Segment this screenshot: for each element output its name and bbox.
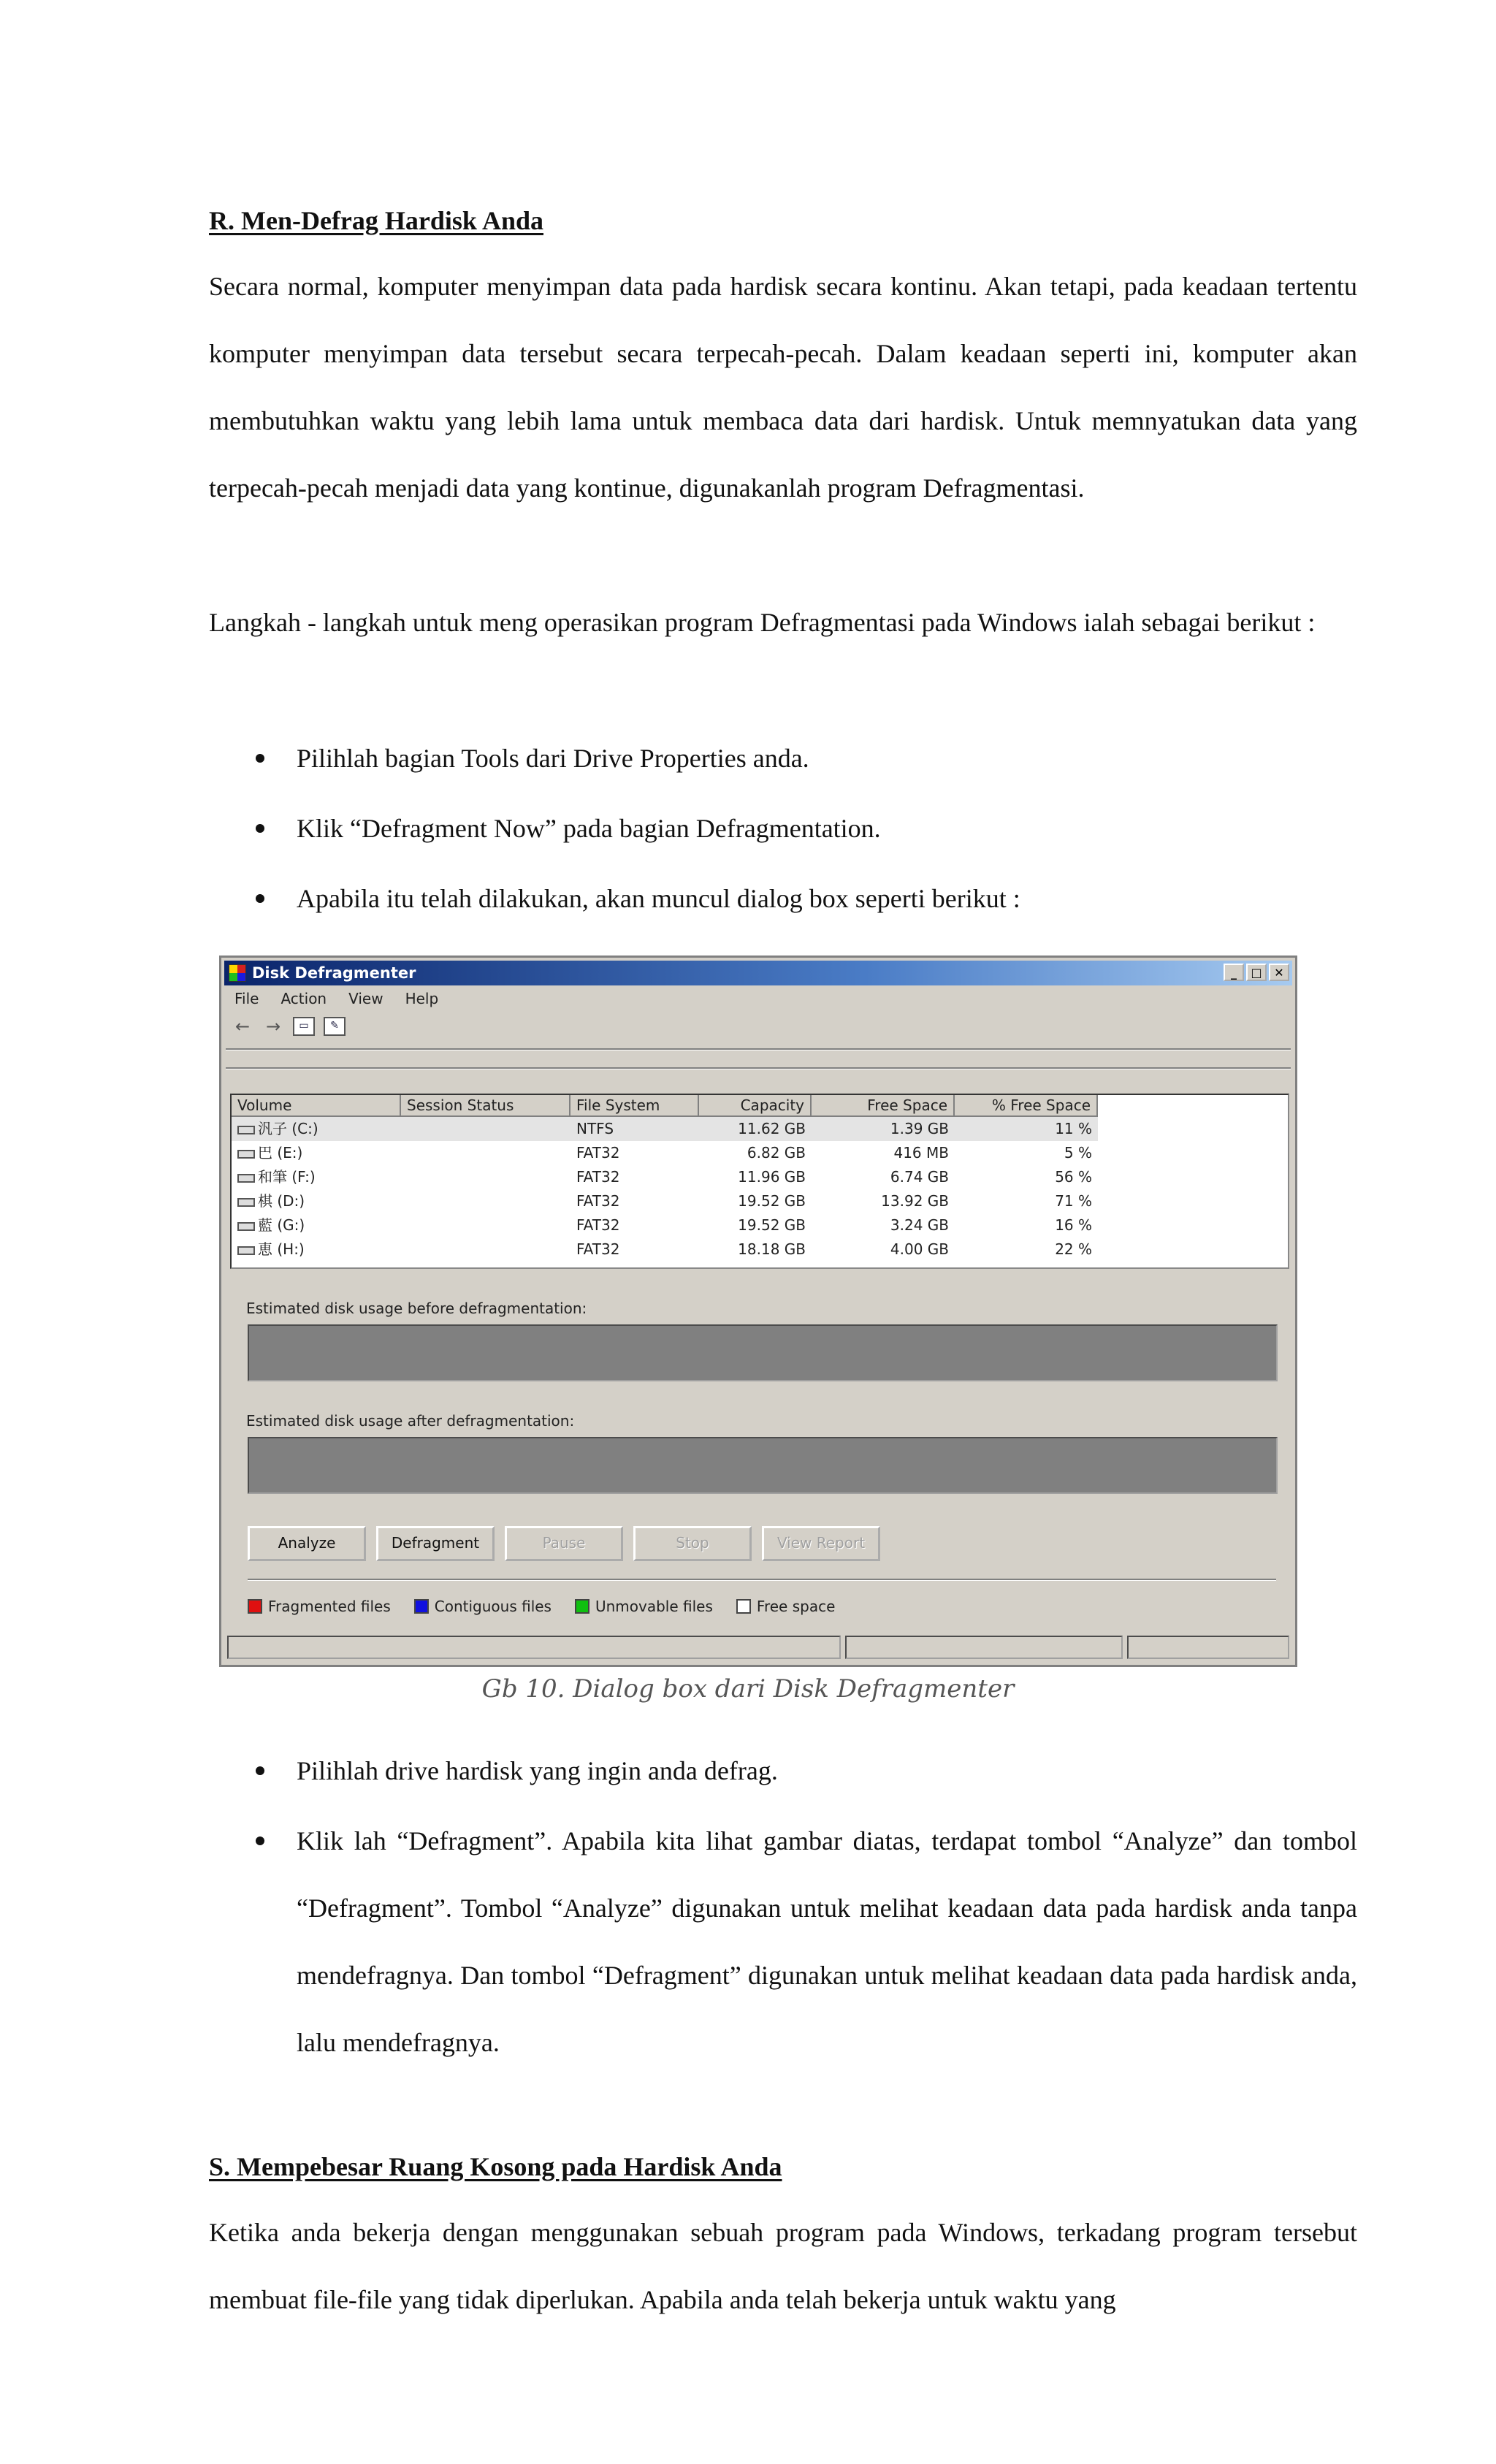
percent-free: 11 % [955,1117,1098,1141]
window-title: Disk Defragmenter [252,964,416,982]
steps-after-list [209,1737,1357,2076]
analyze-button[interactable]: Analyze [248,1526,366,1561]
forward-arrow-icon[interactable]: → [265,1016,281,1037]
percent-free: 22 % [1055,1240,1092,1258]
legend-item [736,1598,835,1615]
column-volume[interactable]: Volume [232,1095,401,1117]
disk-defragmenter-window [219,956,1297,1667]
table-row[interactable] [232,1237,1288,1262]
drive-icon [237,1198,255,1207]
free-space: 4.00 GB [890,1240,949,1258]
volume-name: 棋 (D:) [258,1192,305,1210]
session-status [401,1141,570,1165]
file-system: FAT32 [576,1240,620,1258]
legend-item [414,1598,552,1615]
file-system: NTFS [570,1117,699,1141]
action-buttons [248,1526,880,1561]
legend [248,1598,858,1615]
drive-icon [237,1150,255,1159]
session-status [401,1165,570,1189]
file-system: FAT32 [576,1192,620,1210]
minimize-button[interactable]: _ [1224,964,1244,981]
fragmented-swatch-icon [248,1599,262,1614]
column-file-system[interactable]: File System [570,1095,699,1117]
session-status [401,1117,570,1141]
drive-icon [237,1222,255,1231]
column-capacity[interactable]: Capacity [699,1095,812,1117]
drive-icon [237,1126,255,1134]
free-space: 1.39 GB [812,1117,955,1141]
figure-caption: Gb 10. Dialog box dari Disk Defragmenter [481,1674,1015,1704]
capacity: 6.82 GB [747,1144,806,1162]
section-r-intro: Secara normal, komputer menyimpan data pada hardisk secara kontinu. Akan tetapi, pada keadaan tertentu komputer menyimpan data tersebut secara terpecah-pecah. Dalam keadaan seperti ini, komputer akan membutuhkan waktu yang lebih lama untuk membaca data dari hardisk. Untuk memnyatukan data yang terpecah-pecah menjadi data yang kontinue, digunakanlah program Defragmentasi. [209,272,1357,503]
legend-label: Unmovable files [595,1598,713,1615]
volume-list [230,1094,1289,1269]
toolbar [232,1016,346,1037]
list-item: Klik lah “Defragment”. Apabila kita lihat gambar diatas, terdapat tombol “Analyze” dan tombol “Defragment”. Tombol “Analyze” digunakan untuk melihat keadaan data pada hardisk anda tanpa mendefragnya. Dan tombol “Defragment” digunakan untuk melihat keadaan data pada hardisk anda, lalu mendefragnya. [209,1807,1357,2076]
view-report-button[interactable]: View Report [762,1526,880,1561]
steps-intro: Langkah - langkah untuk meng operasikan program Defragmentasi pada Windows ialah sebagai berikut : [209,608,1316,637]
menu-file[interactable]: File [234,990,259,1007]
file-system: FAT32 [576,1168,620,1186]
before-usage-label: Estimated disk usage before defragmentation: [246,1300,587,1317]
session-status [401,1213,570,1237]
percent-free: 5 % [1064,1144,1092,1162]
menu-view[interactable]: View [348,990,383,1007]
table-row[interactable] [232,1189,1288,1213]
after-usage-bar [248,1437,1278,1494]
drive-icon [237,1246,255,1255]
section-s-text: Ketika anda bekerja dengan menggunakan sebuah program pada Windows, terkadang program tersebut membuat file-file yang tidak diperlukan. Apabila anda telah bekerja untuk waktu yang [209,2218,1357,2314]
close-button[interactable]: ✕ [1269,964,1289,981]
legend-item [248,1598,391,1615]
defragment-button[interactable]: Defragment [376,1526,495,1561]
percent-free: 56 % [1055,1168,1092,1186]
steps-list [209,725,1357,932]
section-r-heading: R. Men-Defrag Hardisk Anda [209,206,543,235]
menu-action[interactable]: Action [280,990,327,1007]
legend-divider [248,1579,1276,1581]
legend-item [575,1598,713,1615]
list-item: Pilihlah bagian Tools dari Drive Properties anda. [209,725,1357,792]
table-row[interactable] [232,1141,1288,1165]
column-percent-free[interactable]: % Free Space [955,1095,1098,1117]
list-item: Apabila itu telah dilakukan, akan muncul dialog box seperti berikut : [209,865,1357,932]
table-row[interactable] [232,1213,1288,1237]
volume-name: 恵 (H:) [258,1240,305,1258]
section-s-heading: S. Mempebesar Ruang Kosong pada Hardisk Anda [209,2152,782,2181]
drive-icon [237,1174,255,1183]
capacity: 11.62 GB [699,1117,812,1141]
free-space: 13.92 GB [881,1192,949,1210]
legend-label: Free space [756,1598,836,1615]
after-usage-label: Estimated disk usage after defragmentation: [246,1412,575,1430]
legend-label: Contiguous files [434,1598,552,1615]
list-item: Pilihlah drive hardisk yang ingin anda defrag. [209,1737,1357,1804]
free-space: 6.74 GB [890,1168,949,1186]
capacity: 11.96 GB [738,1168,806,1186]
volume-name: 和筆 (F:) [258,1168,316,1186]
column-session-status[interactable]: Session Status [401,1095,570,1117]
percent-free: 16 % [1055,1216,1092,1234]
contiguous-swatch-icon [414,1599,429,1614]
menu-bar [234,990,438,1007]
status-bar [227,1636,1289,1659]
stop-button[interactable]: Stop [633,1526,752,1561]
menu-help[interactable]: Help [405,990,439,1007]
before-usage-bar [248,1324,1278,1381]
unmovable-swatch-icon [575,1599,589,1614]
session-status [401,1237,570,1262]
defrag-app-icon [229,964,246,982]
free-space: 416 MB [893,1144,949,1162]
list-item: Klik “Defragment Now” pada bagian Defragmentation. [209,795,1357,862]
capacity: 18.18 GB [738,1240,806,1258]
column-free-space[interactable]: Free Space [812,1095,955,1117]
volume-name: 藍 (G:) [258,1216,305,1234]
toolbar-divider [226,1067,1291,1069]
file-system: FAT32 [576,1216,620,1234]
pause-button[interactable]: Pause [505,1526,623,1561]
volume-list-header [232,1095,1288,1117]
volume-name: 汎子 (C:) [258,1120,318,1137]
status-pane [227,1636,841,1659]
status-pane [1127,1636,1289,1659]
table-row[interactable] [232,1165,1288,1189]
maximize-button[interactable]: □ [1246,964,1267,981]
properties-icon[interactable]: ✎ [324,1017,346,1036]
status-pane [845,1636,1123,1659]
capacity: 19.52 GB [738,1216,806,1234]
session-status [401,1189,570,1213]
percent-free: 71 % [1055,1192,1092,1210]
back-arrow-icon[interactable]: ← [234,1016,251,1037]
capacity: 19.52 GB [738,1192,806,1210]
legend-label: Fragmented files [268,1598,391,1615]
toolbar-divider [226,1048,1291,1050]
file-system: FAT32 [576,1144,620,1162]
volume-name: 巴 (E:) [258,1144,303,1162]
table-row[interactable] [232,1117,1288,1141]
free-space: 3.24 GB [890,1216,949,1234]
title-bar [224,961,1292,985]
show-hide-tree-icon[interactable]: ▭ [293,1017,315,1036]
free-space-swatch-icon [736,1599,751,1614]
